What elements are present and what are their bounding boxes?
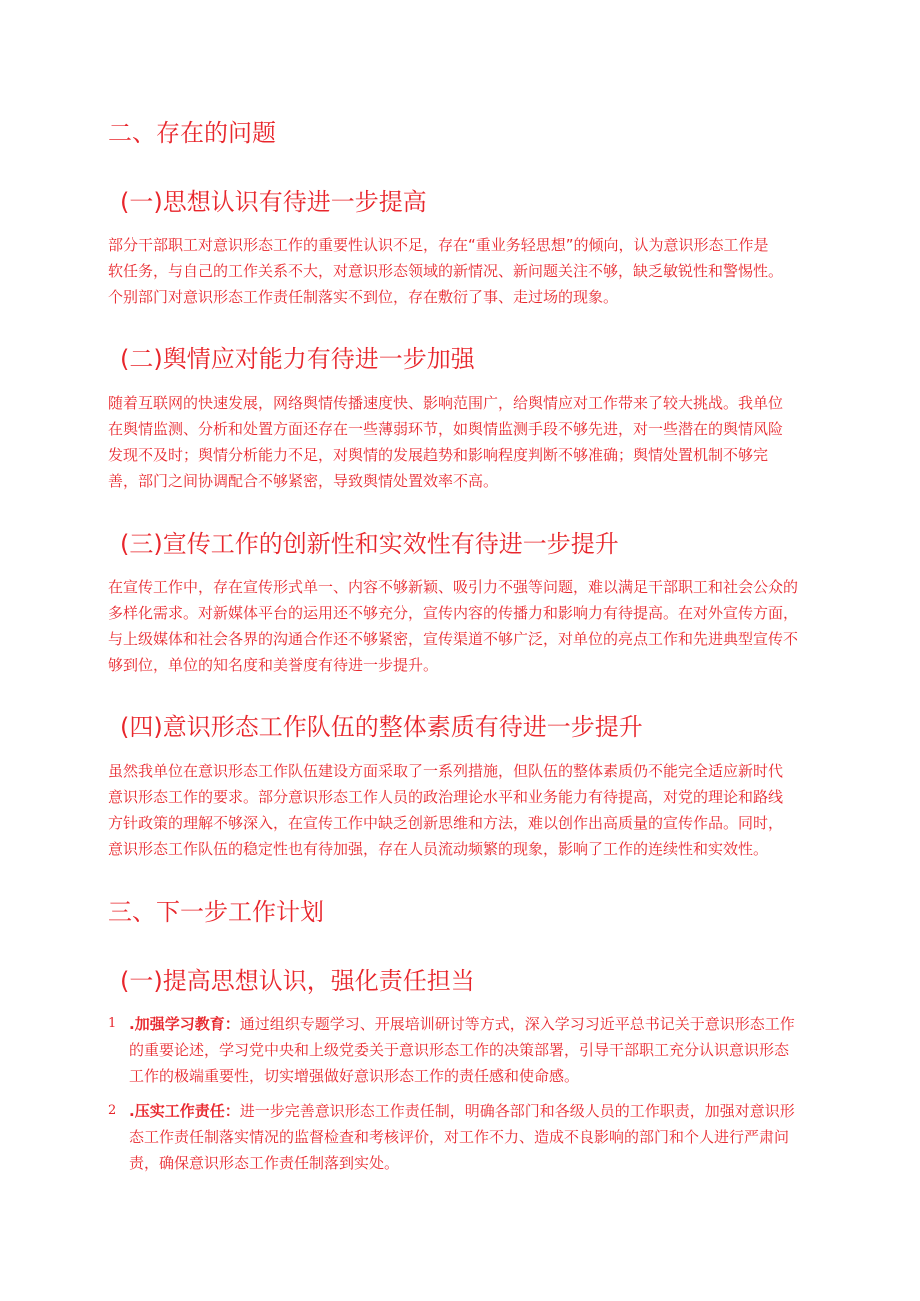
list-item bbox=[108, 1011, 820, 1089]
text-line: 意识形态工作的要求。部分意识形态工作人员的政治理论水平和业务能力有待提高，对党的理论和路线 bbox=[108, 788, 784, 806]
text-line: 工作的极端重要性，切实增强做好意识形态工作的责任感和使命感。 bbox=[129, 1067, 580, 1085]
text-line: 善，部门之间协调配合不够紧密，导致舆情处置效率不高。 bbox=[108, 472, 499, 490]
section-heading-problems: 二、存在的问题 bbox=[108, 119, 276, 147]
text-line: 态工作责任制落实情况的监督检查和考核评价，对工作不力、造成不良影响的部门和个人进行严肃问 bbox=[129, 1128, 790, 1146]
text-line: 部分干部职工对意识形态工作的重要性认识不足，存在“重业务轻思想”的倾向，认为意识形态工作是 bbox=[108, 236, 769, 254]
subheading-team-quality: (四)意识形态工作队伍的整体素质有待进一步提升 bbox=[120, 713, 643, 741]
item-label: .加强学习教育： bbox=[129, 1015, 240, 1033]
section-heading-next-plan: 三、下一步工作计划 bbox=[108, 898, 324, 926]
text-line: 够到位，单位的知名度和美誉度有待进一步提升。 bbox=[108, 656, 439, 674]
text-line bbox=[129, 1098, 820, 1124]
text-line: 发现不及时；舆情分析能力不足，对舆情的发展趋势和影响程度判断不够准确；舆情处置机制不够完 bbox=[108, 446, 769, 464]
item-label: .压实工作责任： bbox=[129, 1102, 240, 1120]
paragraph-publicity bbox=[108, 574, 820, 678]
text-line: 责，确保意识形态工作责任制落到实处。 bbox=[129, 1154, 400, 1172]
text-line: 在舆情监测、分析和处置方面还存在一些薄弱环节，如舆情监测手段不够先进，对一些潜在的舆情风险 bbox=[108, 420, 784, 438]
list-item bbox=[108, 1098, 820, 1176]
text-line: 个别部门对意识形态工作责任制落实不到位，存在敷衍了事、走过场的现象。 bbox=[108, 288, 619, 306]
subheading-thinking: (一)思想认识有待进一步提高 bbox=[120, 188, 427, 216]
paragraph-team-quality bbox=[108, 758, 820, 862]
subheading-raise-awareness: (一)提高思想认识，强化责任担当 bbox=[120, 967, 475, 995]
text-line: 多样化需求。对新媒体平台的运用还不够充分，宣传内容的传播力和影响力有待提高。在对外宣传方面， bbox=[108, 604, 799, 622]
text-line: 在宣传工作中，存在宣传形式单一、内容不够新颖、吸引力不强等问题，难以满足干部职工和社会公众的 bbox=[108, 578, 799, 596]
list-number: 2 bbox=[108, 1103, 117, 1118]
subheading-public-opinion: (二)舆情应对能力有待进一步加强 bbox=[120, 345, 475, 373]
item-text: 通过组织专题学习、开展培训研讨等方式，深入学习习近平总书记关于意识形态工作 bbox=[239, 1015, 795, 1033]
text-line: 方针政策的理解不够深入，在宣传工作中缺乏创新思维和方法，难以创作出高质量的宣传作品。同时， bbox=[108, 814, 784, 832]
item-text: 进一步完善意识形态工作责任制，明确各部门和各级人员的工作职责，加强对意识形 bbox=[239, 1102, 795, 1120]
text-line: 与上级媒体和社会各界的沟通合作还不够紧密，宣传渠道不够广泛，对单位的亮点工作和先进典型宣传不 bbox=[108, 630, 799, 648]
list-number: 1 bbox=[108, 1016, 117, 1031]
text-line: 软任务，与自己的工作关系不大，对意识形态领域的新情况、新问题关注不够，缺乏敏锐性和警惕性。 bbox=[108, 262, 784, 280]
paragraph-thinking bbox=[108, 232, 820, 310]
text-line: 意识形态工作队伍的稳定性也有待加强，存在人员流动频繁的现象，影响了工作的连续性和实效性。 bbox=[108, 840, 769, 858]
text-line bbox=[129, 1011, 820, 1037]
subheading-publicity: (三)宣传工作的创新性和实效性有待进一步提升 bbox=[120, 530, 619, 558]
text-line: 的重要论述，学习党中央和上级党委关于意识形态工作的决策部署，引导干部职工充分认识意识形态 bbox=[129, 1041, 790, 1059]
text-line: 随着互联网的快速发展，网络舆情传播速度快、影响范围广，给舆情应对工作带来了较大挑战。我单位 bbox=[108, 394, 784, 412]
paragraph-public-opinion bbox=[108, 390, 820, 494]
text-line: 虽然我单位在意识形态工作队伍建设方面采取了一系列措施，但队伍的整体素质仍不能完全适应新时代 bbox=[108, 762, 784, 780]
